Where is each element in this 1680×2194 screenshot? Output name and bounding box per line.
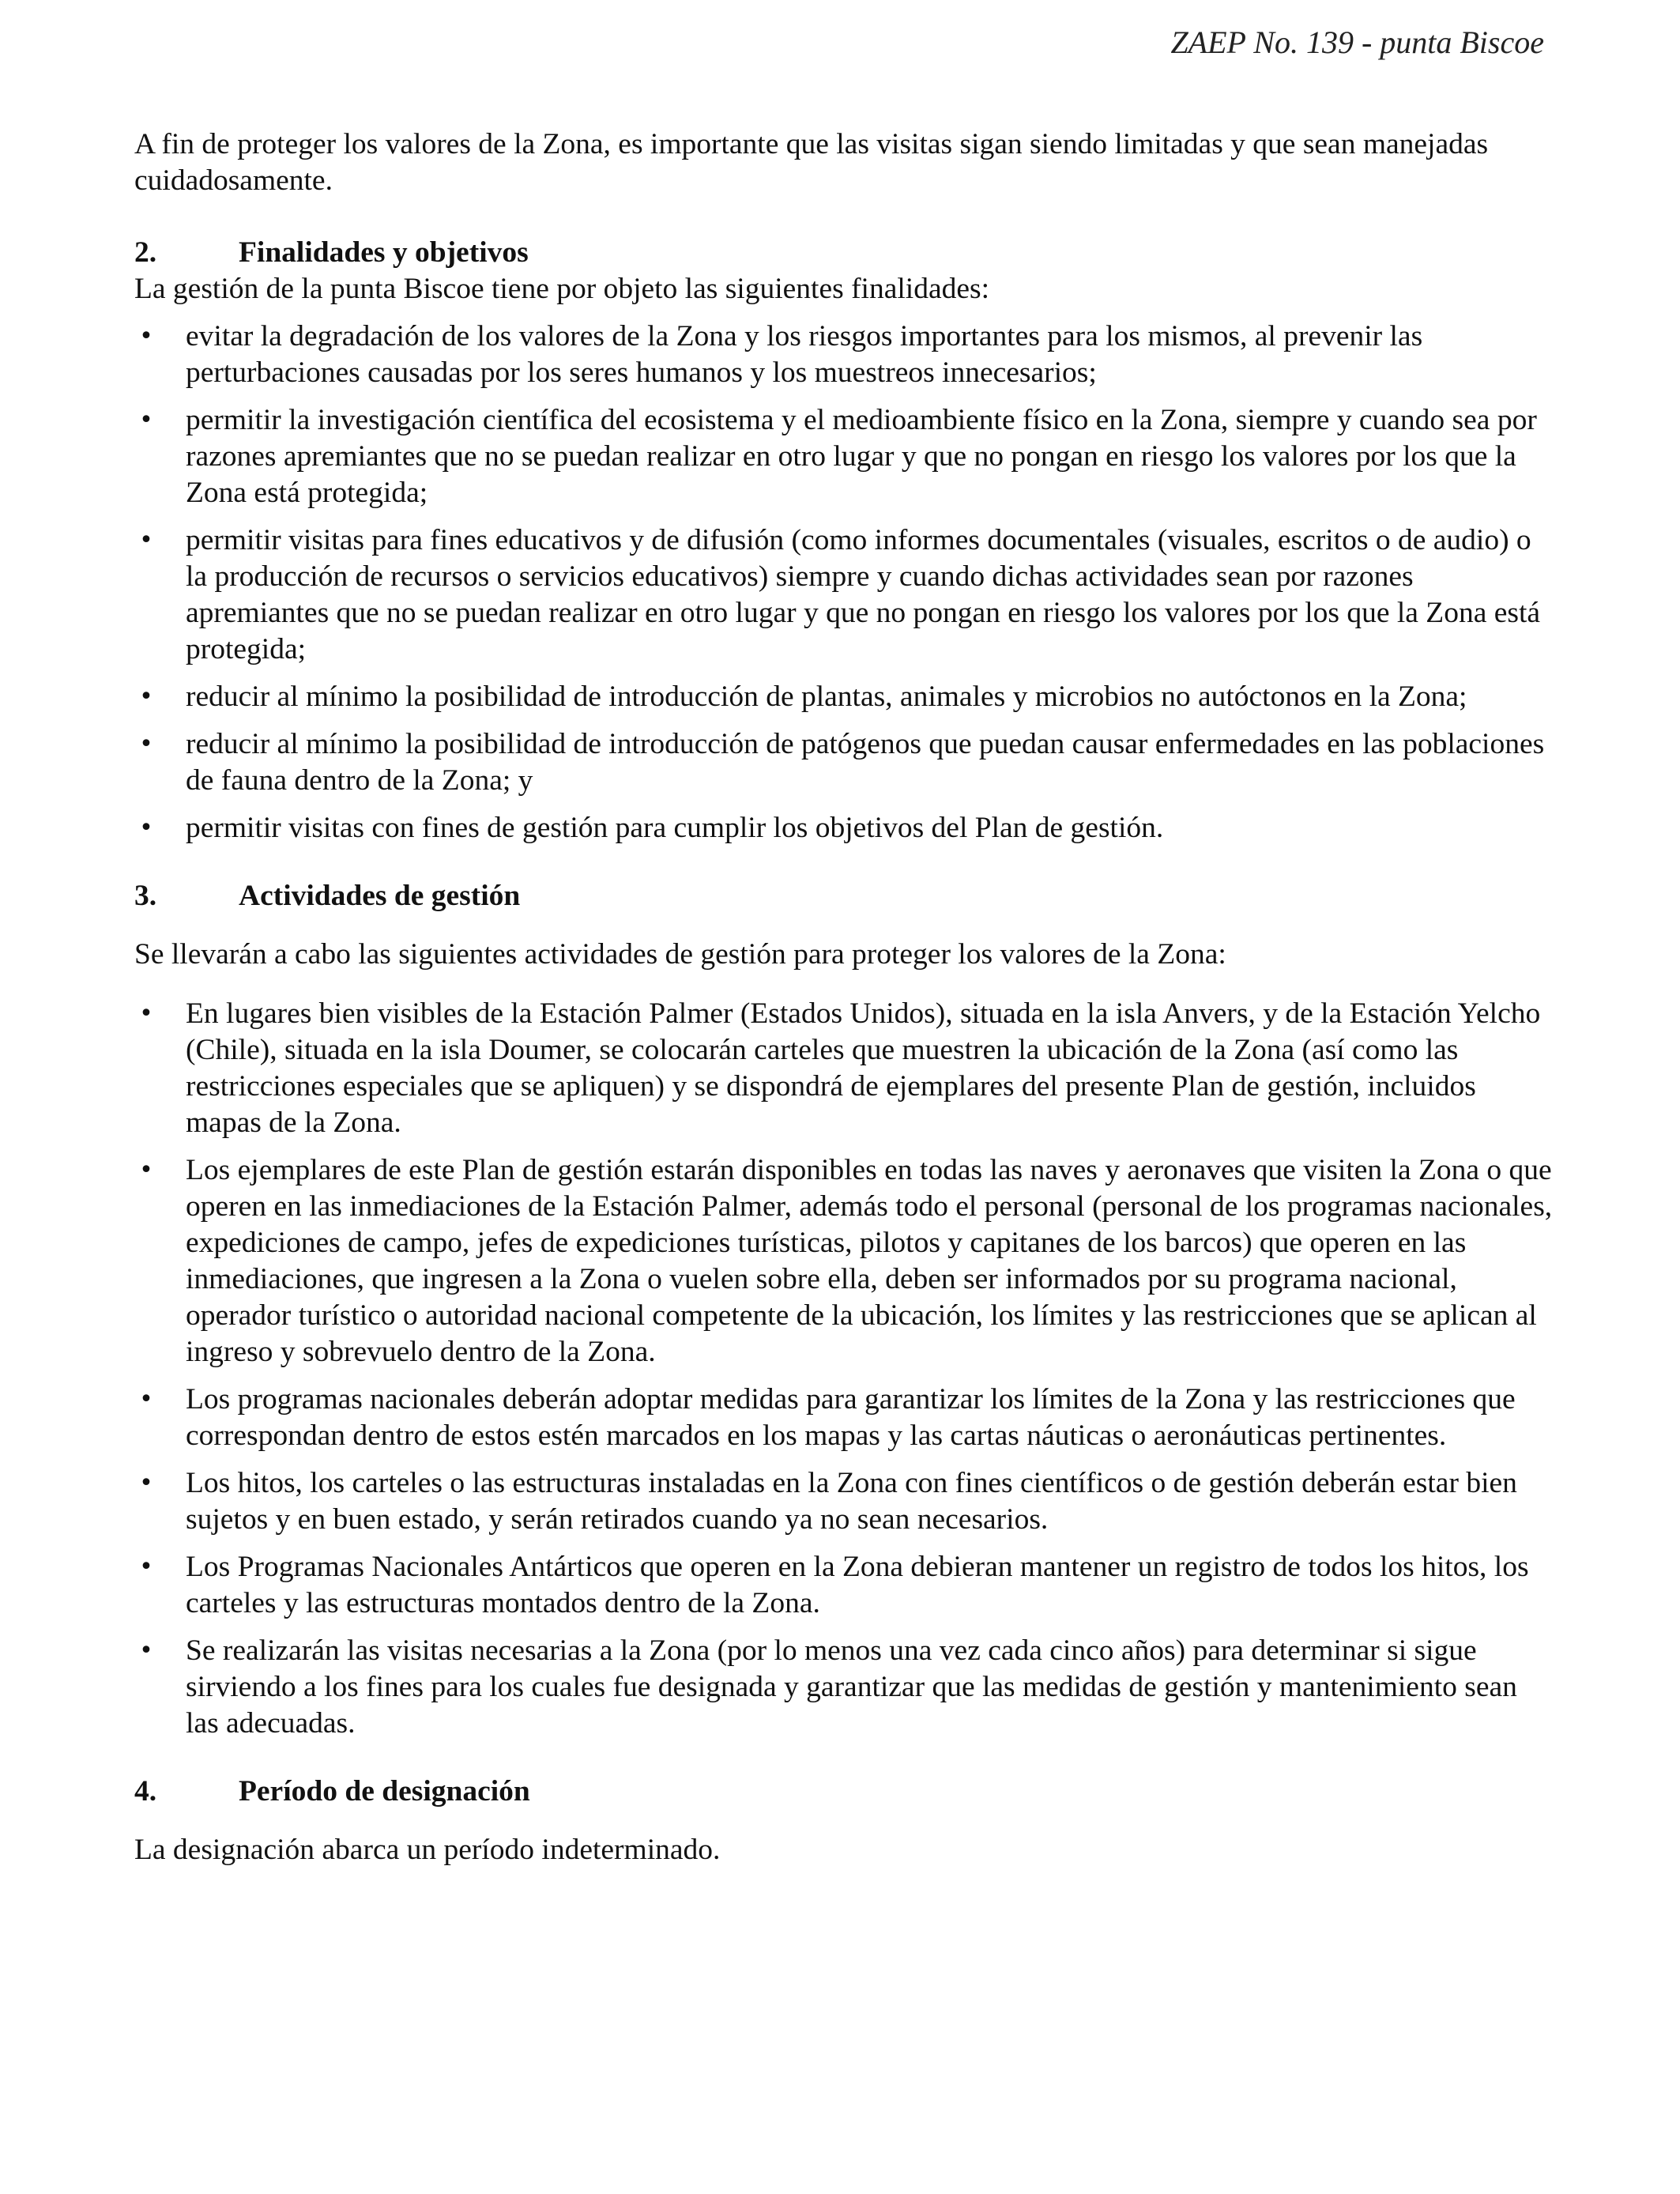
list-item <box>134 1633 1557 1742</box>
bullet-icon: • <box>139 1156 153 1184</box>
section-4-title: Período de designación <box>239 1775 530 1808</box>
list-item <box>134 1465 1557 1538</box>
bullet-icon: • <box>139 730 153 758</box>
list-item <box>134 402 1557 511</box>
list-item-text: reducir al mínimo la posibilidad de introducción de plantas, animales y microbios no autóctonos en la Zona; <box>186 680 1467 713</box>
bullet-icon: • <box>139 1553 153 1581</box>
section-4-heading <box>134 1774 1557 1810</box>
list-item <box>134 726 1557 799</box>
bullet-icon: • <box>139 406 153 434</box>
section-2-lead: La gestión de la punta Biscoe tiene por objeto las siguientes finalidades: <box>134 273 990 305</box>
list-item <box>134 679 1557 715</box>
section-3-heading <box>134 878 1557 914</box>
list-item <box>134 1152 1557 1370</box>
bullet-icon: • <box>139 1469 153 1497</box>
list-item-text: permitir visitas con fines de gestión para cumplir los objetivos del Plan de gestión. <box>186 812 1164 844</box>
section-2-title: Finalidades y objetivos <box>239 236 529 269</box>
list-item <box>134 319 1557 391</box>
list-item-text: Los hitos, los carteles o las estructuras instaladas en la Zona con fines científicos o de gestión deberán estar bien sujetos y en buen estado, y serán retirados cuando ya no sean necesarios. <box>186 1467 1517 1536</box>
list-item <box>134 996 1557 1141</box>
list-item <box>134 810 1557 846</box>
intro-paragraph: A fin de proteger los valores de la Zona, es importante que las visitas sigan siendo limitadas y que sean manejadas cuidadosamente. <box>134 128 1489 197</box>
bullet-icon: • <box>139 1637 153 1664</box>
list-item-text: Se realizarán las visitas necesarias a la Zona (por lo menos una vez cada cinco años) para determinar si sigue sirviendo a los fines para los cuales fue designada y garantizar que las medidas de gestión y mantenimiento sean las adecuadas. <box>186 1634 1517 1740</box>
bullet-icon: • <box>139 526 153 554</box>
section-3-number: 3. <box>134 880 157 912</box>
list-item-text: permitir visitas para fines educativos y de difusión (como informes documentales (visuales, escritos o de audio) o la producción de recursos o servicios educativos) siempre y cuando dichas actividades sean por razones apremiantes que no se puedan realizar en otro lugar y que no pongan en riesgo los valores por los que la Zona está protegida; <box>186 524 1541 665</box>
list-item <box>134 1382 1557 1454</box>
section-4-text: La designación abarca un período indeterminado. <box>134 1834 721 1866</box>
bullet-icon: • <box>139 1385 153 1413</box>
list-item-text: reducir al mínimo la posibilidad de introducción de patógenos que puedan causar enfermedades en las poblaciones de fauna dentro de la Zona; y <box>186 728 1545 797</box>
list-item-text: Los ejemplares de este Plan de gestión estarán disponibles en todas las naves y aeronaves que visiten la Zona o que operen en las inmediaciones de la Estación Palmer, además todo el personal (personal de los programas nacionales, expediciones de campo, jefes de expediciones turísticas, pilotos y capitanes de los barcos) que operen en las inmediaciones, que ingresen a la Zona o vuelen sobre ella, deben ser informados por su programa nacional, operador turístico o autoridad nacional competente de la ubicación, los límites y las restricciones que se aplican al ingreso y sobrevuelo dentro de la Zona. <box>186 1154 1553 1368</box>
section-3-title: Actividades de gestión <box>239 880 521 912</box>
section-3-lead: Se llevarán a cabo las siguientes actividades de gestión para proteger los valores de la Zona: <box>134 938 1226 971</box>
section-4-number: 4. <box>134 1775 157 1808</box>
bullet-icon: • <box>139 814 153 842</box>
document-body <box>134 126 1557 1868</box>
bullet-icon: • <box>139 683 153 711</box>
list-item-text: Los Programas Nacionales Antárticos que operen en la Zona debieran mantener un registro de todos los hitos, los carteles y las estructuras montados dentro de la Zona. <box>186 1551 1529 1619</box>
list-item-text: En lugares bien visibles de la Estación Palmer (Estados Unidos), situada en la isla Anvers, y de la Estación Yelcho (Chile), situada en la isla Doumer, se colocarán carteles que muestren la ubicación de la Zona (así como las restricciones especiales que se apliquen) y se dispondrá de ejemplares del presente Plan de gestión, incluidos mapas de la Zona. <box>186 997 1541 1139</box>
running-header: ZAEP No. 139 - punta Biscoe <box>1170 25 1544 60</box>
bullet-icon: • <box>139 1000 153 1027</box>
section-3-list <box>134 996 1557 1742</box>
list-item-text: evitar la degradación de los valores de la Zona y los riesgos importantes para los mismos, al prevenir las perturbaciones causadas por los seres humanos y los muestreos innecesarios; <box>186 320 1423 389</box>
bullet-icon: • <box>139 322 153 350</box>
section-2-heading <box>134 235 1557 271</box>
list-item-text: permitir la investigación científica del ecosistema y el medioambiente físico en la Zona, siempre y cuando sea por razones apremiantes que no se puedan realizar en otro lugar y que no pongan en riesgo los valores por los que la Zona está protegida; <box>186 404 1537 509</box>
list-item <box>134 1549 1557 1622</box>
list-item-text: Los programas nacionales deberán adoptar medidas para garantizar los límites de la Zona y las restricciones que correspondan dentro de estos estén marcados en los mapas y las cartas náuticas o aeronáuticas pertinentes. <box>186 1383 1516 1452</box>
section-2-list <box>134 319 1557 846</box>
section-2-number: 2. <box>134 236 157 269</box>
list-item <box>134 522 1557 668</box>
